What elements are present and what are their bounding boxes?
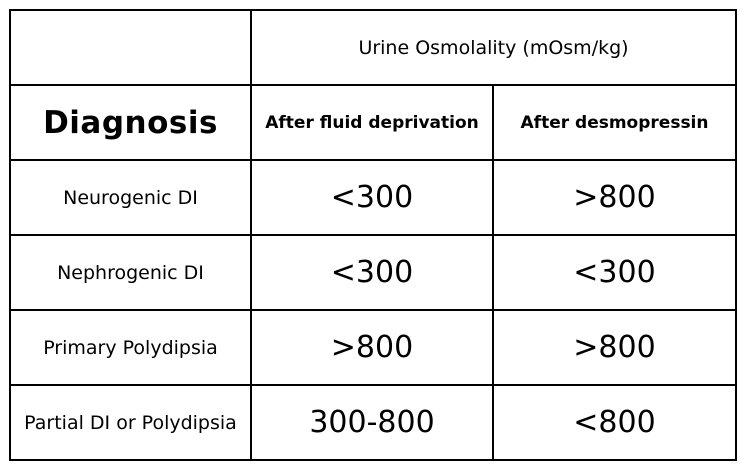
fluid-deprivation-value: <300: [251, 235, 493, 310]
table-row: [10, 160, 736, 235]
diagnosis-cell: Neurogenic DI: [10, 160, 251, 235]
diagnosis-header: Diagnosis: [10, 85, 251, 160]
diagnosis-cell: Nephrogenic DI: [10, 235, 251, 310]
desmopressin-value: >800: [493, 310, 736, 385]
desmopressin-value: <300: [493, 235, 736, 310]
table-row: [10, 385, 736, 460]
group-header-row: [10, 10, 736, 85]
urine-osmolality-header: Urine Osmolality (mOsm/kg): [251, 10, 736, 85]
fluid-deprivation-value: >800: [251, 310, 493, 385]
fluid-deprivation-value: <300: [251, 160, 493, 235]
table-row: [10, 235, 736, 310]
diagnosis-cell: Partial DI or Polydipsia: [10, 385, 251, 460]
after-fluid-deprivation-header: After fluid deprivation: [251, 85, 493, 160]
desmopressin-value: <800: [493, 385, 736, 460]
diagnosis-cell: Primary Polydipsia: [10, 310, 251, 385]
empty-corner-cell: [10, 10, 251, 85]
diagnosis-table: [9, 9, 737, 461]
after-desmopressin-header: After desmopressin: [493, 85, 736, 160]
table-row: [10, 310, 736, 385]
fluid-deprivation-value: 300-800: [251, 385, 493, 460]
desmopressin-value: >800: [493, 160, 736, 235]
sub-header-row: [10, 85, 736, 160]
